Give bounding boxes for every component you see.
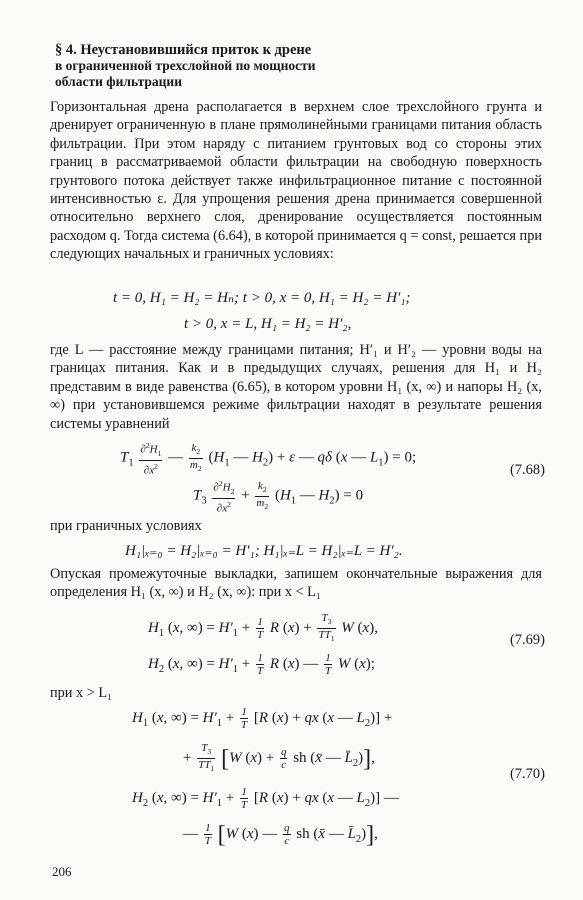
intro-paragraph: Горизонтальная дрена располагается в верхнем слое трехслойного грунта и дренирует ограниченную в плане прямолинейными границами питания область фильтрации. При этом наряду с питанием грунтовых вод со стороны этих границ в рассматриваемой области фильтрации на свободную поверхность грунтового потока действует также инфильтрационное питание с постоянной интенсивностью ε. Для упрощения решения дрена принимается совершенной относительно верхнего слоя, дренирование осуществляется постоянным расходом q. Тогда система (6.64), в которой принимается q = const, решается при следующих начальных и граничных условиях: bbox=[50, 99, 542, 263]
when-greater-text: при x > L₁ bbox=[50, 685, 113, 701]
boundary-conditions: H₁|ₓ₌₀ = H₂|ₓ₌₀ = H′₁; H₁|ₓ₌L = H₂|ₓ₌L = H′₂. bbox=[125, 543, 403, 559]
equation-7-69-line-1: $H_1$ (x, ∞) = $H'_1$ + $\frac{1}{T}$ R (x) + $\frac{T_3}{TT_1}$ W (x), bbox=[148, 612, 378, 644]
equation-7-69-line-2: $H_2$ (x, ∞) = $H'_1$ + $\frac{1}{T}$ R (x) — $\frac{1}{T}$ W (x); bbox=[148, 652, 375, 677]
heading-line-2: в ограниченной трехслойной по мощности bbox=[55, 58, 316, 73]
condition-line-2: t > 0, x = L, H₁ = H₂ = H′₂, bbox=[184, 316, 352, 332]
boundary-text: при граничных условиях bbox=[50, 518, 202, 534]
condition-line-1: t = 0, H₁ = H₂ = Hₙ; t > 0, x = 0, H₁ = H₂ = H′₁; bbox=[113, 290, 411, 306]
equation-7-70-line-3: $H_2$ (x, ∞) = $H'_1$ + $\frac{1}{T}$ [R (x) + qx (x — $L_2$)] — bbox=[132, 786, 399, 811]
equation-7-70-line-2: + $\frac{T_3}{TT_1}$ [W (x) + $\frac{q}{c}$ sh (x̄ — $L̄_2$)], bbox=[183, 742, 375, 774]
equation-7-70-line-1: $H_1$ (x, ∞) = $H'_1$ + $\frac{1}{T}$ [R (x) + qx (x — $L_2$)] + bbox=[132, 706, 393, 731]
page-number: 206 bbox=[52, 864, 72, 879]
omit-paragraph: Опуская промежуточные выкладки, запишем окончательные выражения для определения H₁ (x, ∞) и H₂ (x, ∞): при x < L₁ bbox=[50, 566, 542, 601]
where-paragraph: где L — расстояние между границами питания; H′₁ и H′₂ — уровни воды на границах питания. Как и в предыдущих случаях, решения для H₁ и H₂ представим в виде равенства (6.65), в котором уровни H₁ (x, ∞) и напоры H₂ (x, ∞) при установившемся режиме фильтрации находят в результате решения системы уравнений bbox=[50, 342, 542, 432]
heading-line-1: § 4. Неустановившийся приток к дрене bbox=[55, 42, 312, 58]
equation-number-7-69: (7.69) bbox=[509, 632, 545, 648]
heading-line-3: области фильтрации bbox=[55, 74, 182, 89]
equation-number-7-70: (7.70) bbox=[509, 766, 545, 782]
equation-7-68-line-1: $T_1$ $\frac{\partial^2H_1}{\partial x^2}$ — $\frac{k_2}{m_2}$ ($H_1$ — $H_2) + \varepsilon$ — qδ (x — $L_1) = 0$; bbox=[120, 441, 417, 477]
equation-7-70-line-4: — $\frac{1}{T}$ [W (x) — $\frac{q}{c}$ sh (x̄ — $L̄_2$)], bbox=[183, 821, 378, 848]
section-heading bbox=[55, 42, 515, 90]
equation-number-7-68: (7.68) bbox=[509, 462, 545, 478]
equation-7-68-line-2: $T_3$ $\frac{\partial^2H_2}{\partial x^2}$ + $\frac{k_2}{m_2}$ ($H_1$ — $H_2) = 0$ bbox=[193, 479, 364, 515]
